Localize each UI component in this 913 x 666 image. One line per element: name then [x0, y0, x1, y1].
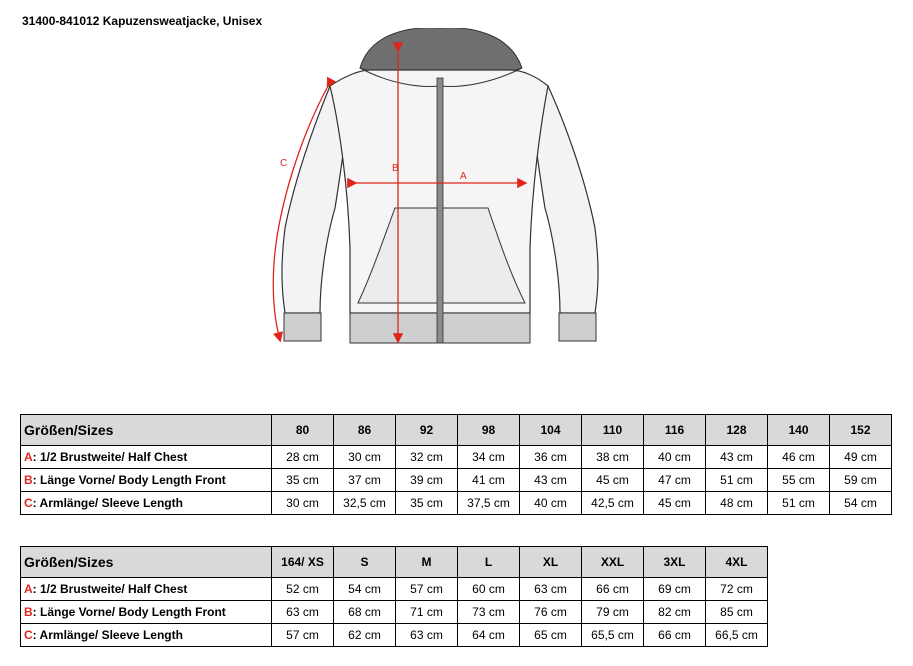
size-header: M — [396, 547, 458, 578]
row-letter: B — [24, 473, 33, 487]
size-header: 128 — [706, 415, 768, 446]
table-cell: 76 cm — [520, 601, 582, 624]
table-cell: 45 cm — [582, 469, 644, 492]
table-row — [21, 469, 892, 492]
table-cell: 59 cm — [830, 469, 892, 492]
size-table-kids — [20, 414, 892, 515]
table-cell: 60 cm — [458, 578, 520, 601]
table-cell: 55 cm — [768, 469, 830, 492]
table-cell: 64 cm — [458, 624, 520, 647]
size-header: 4XL — [706, 547, 768, 578]
table-cell: 40 cm — [644, 446, 706, 469]
table-cell: 43 cm — [706, 446, 768, 469]
row-label — [21, 469, 272, 492]
size-header: 116 — [644, 415, 706, 446]
size-header: 92 — [396, 415, 458, 446]
size-header: L — [458, 547, 520, 578]
table-cell: 62 cm — [334, 624, 396, 647]
table-cell: 47 cm — [644, 469, 706, 492]
table-cell: 66 cm — [644, 624, 706, 647]
table-cell: 48 cm — [706, 492, 768, 515]
table-cell: 82 cm — [644, 601, 706, 624]
table-cell: 35 cm — [272, 469, 334, 492]
table-header-row — [21, 415, 892, 446]
table-row — [21, 492, 892, 515]
row-label-text: : Armlänge/ Sleeve Length — [32, 628, 183, 642]
table-row — [21, 601, 768, 624]
measure-b-label: B — [392, 163, 399, 174]
table-cell: 37,5 cm — [458, 492, 520, 515]
table-cell: 51 cm — [706, 469, 768, 492]
table-cell: 54 cm — [334, 578, 396, 601]
table-cell: 32,5 cm — [334, 492, 396, 515]
size-header: 3XL — [644, 547, 706, 578]
table-cell: 68 cm — [334, 601, 396, 624]
table-cell: 66 cm — [582, 578, 644, 601]
table-cell: 54 cm — [830, 492, 892, 515]
table-cell: 57 cm — [272, 624, 334, 647]
table-cell: 65 cm — [520, 624, 582, 647]
row-label — [21, 624, 272, 647]
table-cell: 63 cm — [272, 601, 334, 624]
row-label-text: : Länge Vorne/ Body Length Front — [32, 473, 226, 487]
size-header: S — [334, 547, 396, 578]
measure-c-label: C — [280, 158, 288, 169]
row-letter: A — [24, 450, 33, 464]
size-table-adults — [20, 546, 768, 647]
table-cell: 63 cm — [396, 624, 458, 647]
table-cell: 30 cm — [272, 492, 334, 515]
table-cell: 69 cm — [644, 578, 706, 601]
table-cell: 34 cm — [458, 446, 520, 469]
table-cell: 71 cm — [396, 601, 458, 624]
table-row — [21, 624, 768, 647]
row-letter: A — [24, 582, 33, 596]
table-cell: 28 cm — [272, 446, 334, 469]
row-label — [21, 578, 272, 601]
size-header: XL — [520, 547, 582, 578]
left-cuff — [284, 313, 321, 341]
size-header: 110 — [582, 415, 644, 446]
row-label — [21, 492, 272, 515]
table-cell: 66,5 cm — [706, 624, 768, 647]
table-cell: 52 cm — [272, 578, 334, 601]
row-label-text: : Länge Vorne/ Body Length Front — [32, 605, 226, 619]
size-header: 98 — [458, 415, 520, 446]
table-cell: 85 cm — [706, 601, 768, 624]
table-cell: 43 cm — [520, 469, 582, 492]
row-label-text: : Armlänge/ Sleeve Length — [32, 496, 183, 510]
table-cell: 35 cm — [396, 492, 458, 515]
size-header: 86 — [334, 415, 396, 446]
row-label-text: : 1/2 Brustweite/ Half Chest — [32, 450, 188, 464]
row-letter: B — [24, 605, 33, 619]
table-cell: 42,5 cm — [582, 492, 644, 515]
table-row — [21, 578, 768, 601]
table-cell: 36 cm — [520, 446, 582, 469]
table-cell: 30 cm — [334, 446, 396, 469]
table-cell: 72 cm — [706, 578, 768, 601]
measure-a-label: A — [460, 171, 467, 182]
zipper — [437, 78, 443, 343]
table-cell: 49 cm — [830, 446, 892, 469]
table-cell: 73 cm — [458, 601, 520, 624]
table-cell: 40 cm — [520, 492, 582, 515]
size-header: 152 — [830, 415, 892, 446]
size-header: 104 — [520, 415, 582, 446]
table-cell: 57 cm — [396, 578, 458, 601]
hoodie-measurement-diagram — [260, 28, 620, 348]
size-header: XXL — [582, 547, 644, 578]
table-row — [21, 446, 892, 469]
document-title: 31400-841012 Kapuzensweatjacke, Unisex — [22, 14, 263, 28]
table-cell: 63 cm — [520, 578, 582, 601]
row-letter: C — [24, 496, 33, 510]
row-label — [21, 446, 272, 469]
size-header: 140 — [768, 415, 830, 446]
table-cell: 51 cm — [768, 492, 830, 515]
table-cell: 46 cm — [768, 446, 830, 469]
table-cell: 65,5 cm — [582, 624, 644, 647]
row-label — [21, 601, 272, 624]
table-header-row — [21, 547, 768, 578]
table-cell: 79 cm — [582, 601, 644, 624]
table-cell: 41 cm — [458, 469, 520, 492]
size-header: 80 — [272, 415, 334, 446]
table-cell: 38 cm — [582, 446, 644, 469]
size-header: 164/ XS — [272, 547, 334, 578]
table-cell: 32 cm — [396, 446, 458, 469]
table-cell: 39 cm — [396, 469, 458, 492]
row-label-text: : 1/2 Brustweite/ Half Chest — [32, 582, 188, 596]
header-label: Größen/Sizes — [21, 415, 272, 446]
table-cell: 37 cm — [334, 469, 396, 492]
row-letter: C — [24, 628, 33, 642]
right-cuff — [559, 313, 596, 341]
table-cell: 45 cm — [644, 492, 706, 515]
header-label: Größen/Sizes — [21, 547, 272, 578]
